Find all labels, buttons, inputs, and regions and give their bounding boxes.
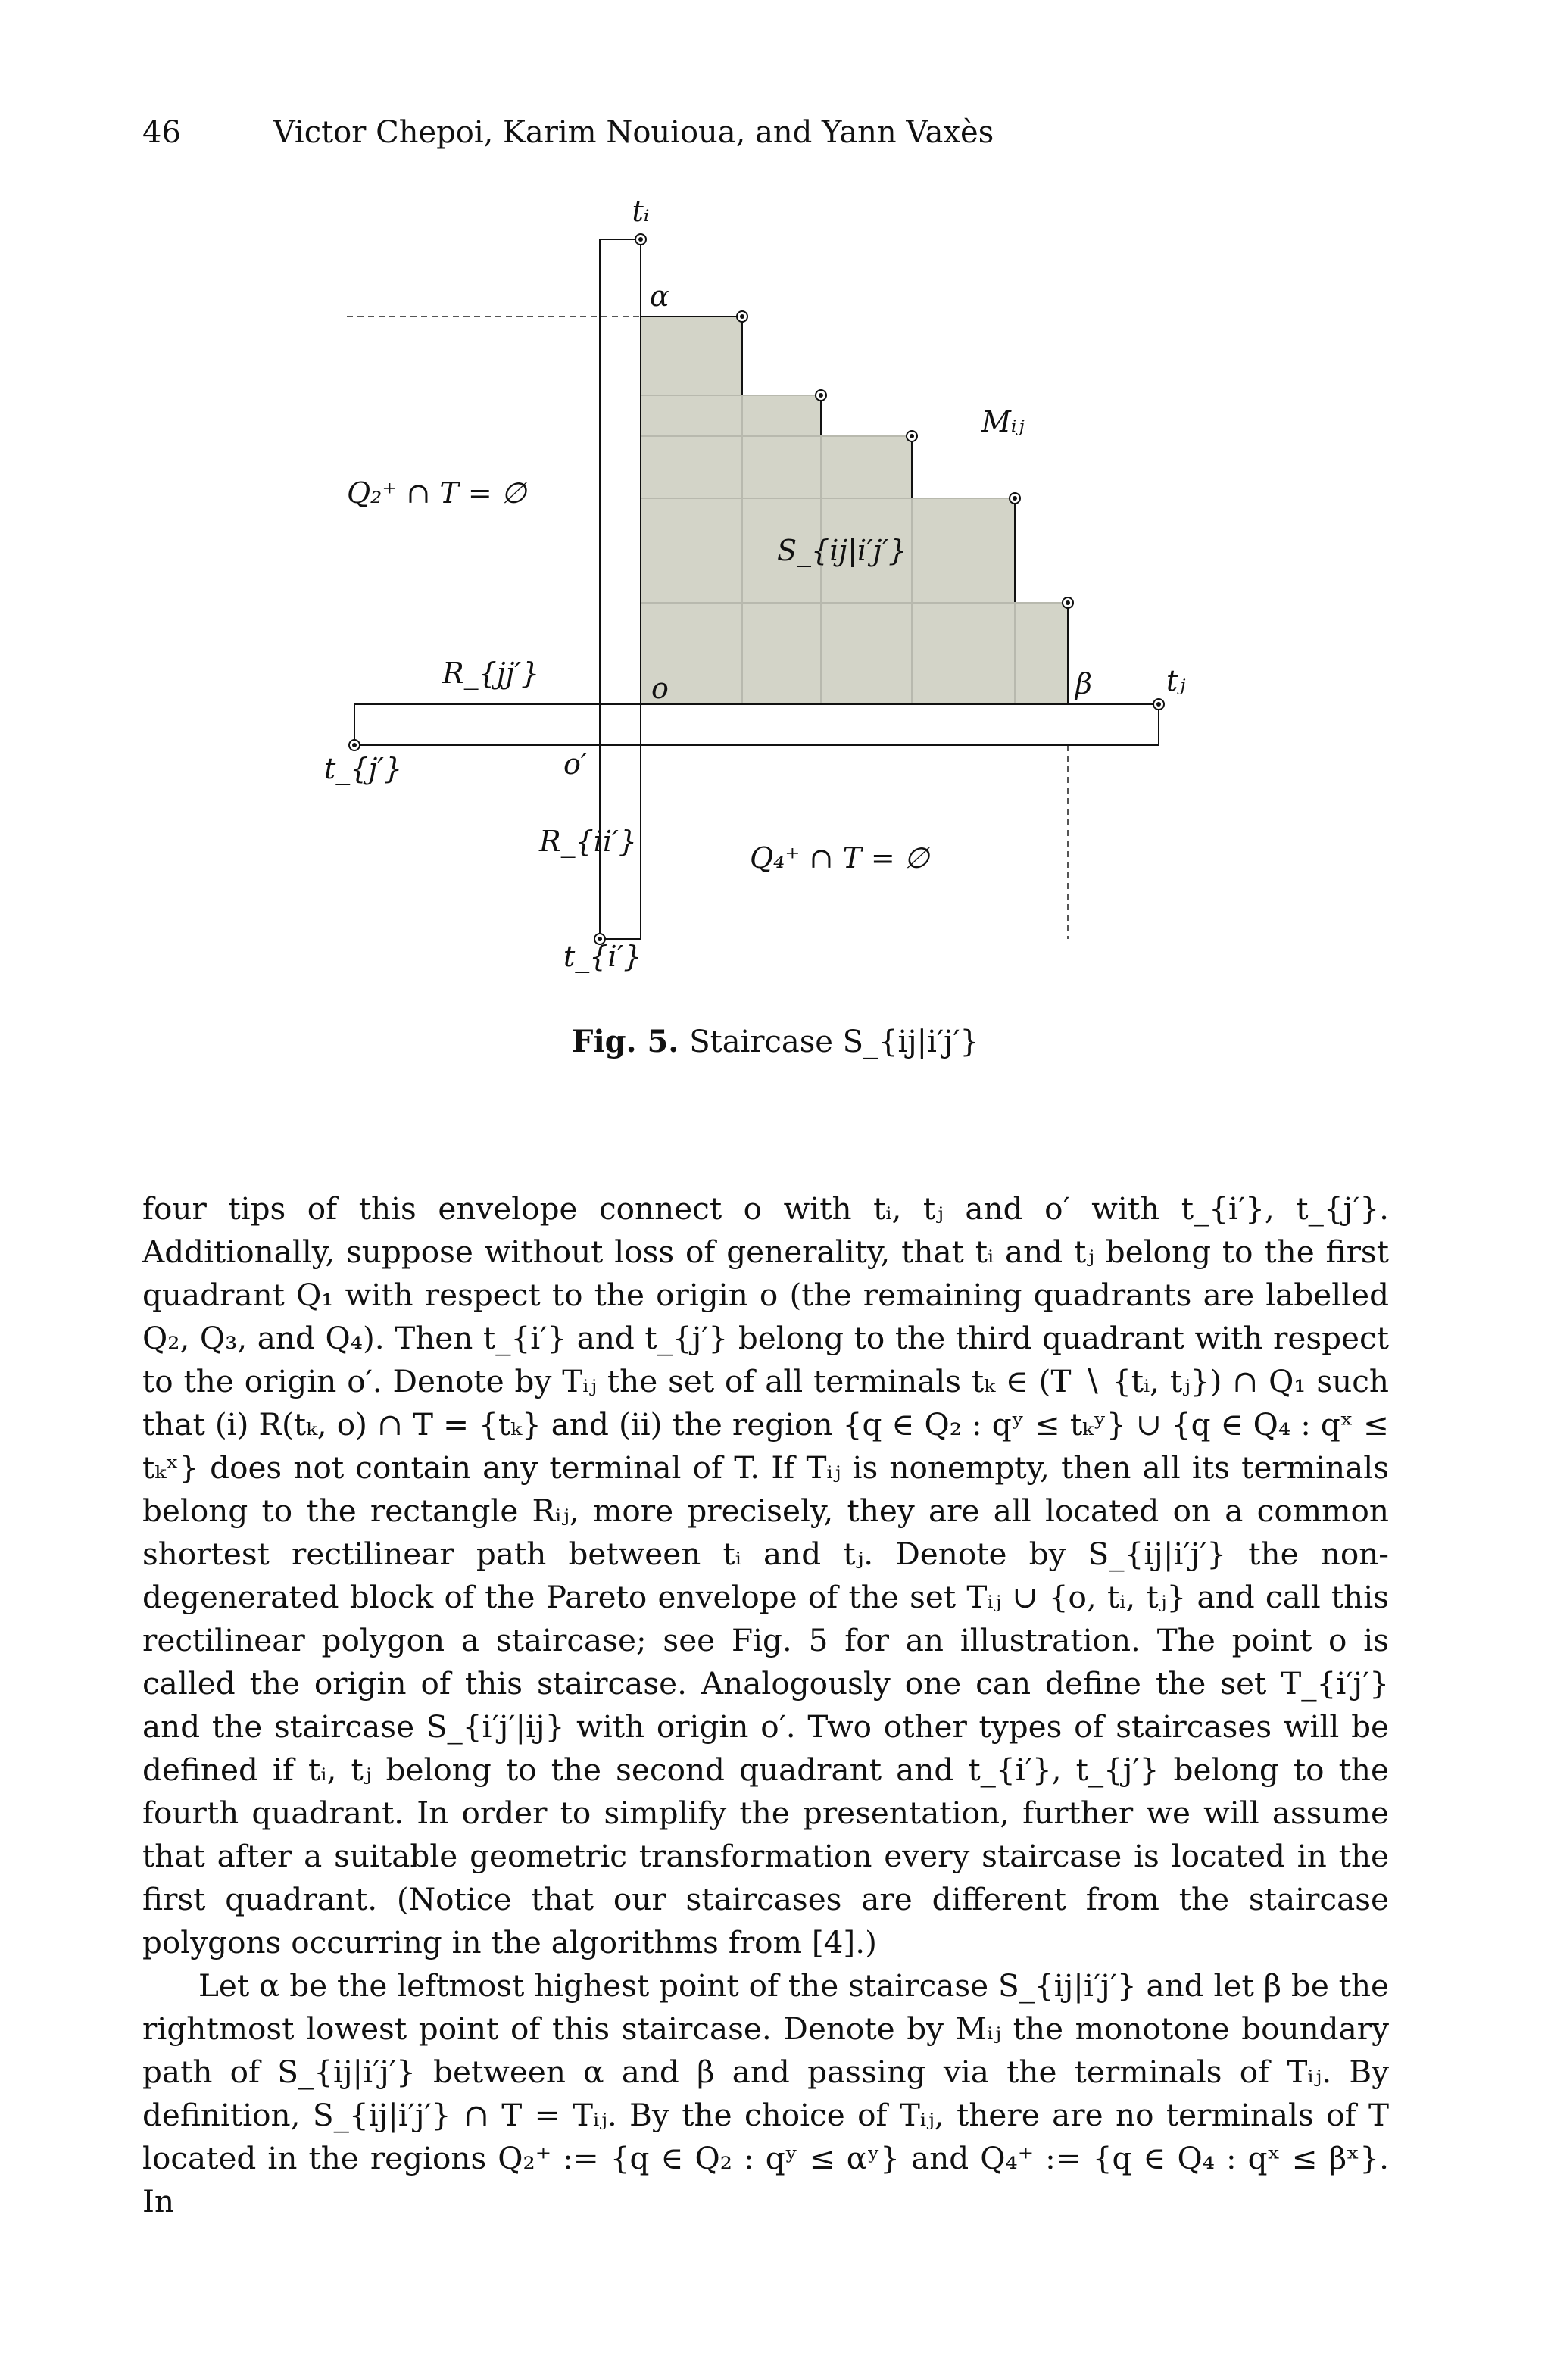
label-Rjj: R_{jj′} (442, 657, 540, 690)
terminal-4 (1010, 493, 1020, 504)
label-Sij: S_{ij|i′j′} (777, 534, 907, 567)
terminal-tjp (349, 740, 360, 750)
terminal-3 (907, 431, 917, 441)
figure-caption (0, 1024, 1551, 1059)
label-tj: tⱼ (1166, 664, 1186, 697)
label-Mij: Mᵢⱼ (981, 405, 1025, 438)
caption-label: Fig. 5. (572, 1024, 679, 1059)
label-Q4: Q₄⁺ ∩ T = ∅ (750, 841, 929, 875)
terminal-1 (737, 311, 747, 322)
label-Rii: R_{ii′} (539, 825, 637, 858)
label-tjp: t_{j′} (324, 752, 403, 785)
label-Q2: Q₂⁺ ∩ T = ∅ (347, 476, 526, 510)
terminal-2 (816, 390, 826, 401)
label-ti: tᵢ (632, 195, 650, 228)
staircase-figure (0, 0, 1551, 1075)
authors: Victor Chepoi, Karim Nouioua, and Yann Vaxès (273, 115, 994, 150)
page-number: 46 (142, 115, 181, 150)
label-tip: t_{i′} (563, 940, 642, 973)
paragraph-1: four tips of this envelope connect o with tᵢ, tⱼ and o′ with t_{i′}, t_{j′}. Additionally, suppose without loss of generality, that tᵢ and tⱼ belong to the first quadrant Q₁ with respect to the origin o (the remaining quadrants are labelled Q₂, Q₃, and Q₄). Then t_{i′} and t_{j′} belong to the third quadrant with respect to the origin o′. Denote by Tᵢⱼ the set of all terminals tₖ ∈ (T ∖ {tᵢ, tⱼ}) ∩ Q₁ such that (i) R(tₖ, o) ∩ T = {tₖ} and (ii) the region {q ∈ Q₂ : qʸ ≤ tₖʸ} ∪ {q ∈ Q₄ : qˣ ≤ tₖˣ} does not contain any terminal of T. If Tᵢⱼ is nonempty, then all its terminals belong to the rectangle Rᵢⱼ, more precisely, they are all located on a common shortest rectilinear path between tᵢ and tⱼ. Denote by S_{ij|i′j′} the non-degenerated block of the Pareto envelope of the set Tᵢⱼ ∪ {o, tᵢ, tⱼ} and call this rectilinear polygon a staircase; see Fig. 5 for an illustration. The point o is called the origin of this staircase. Analogously one can define the set T_{i′j′} and the staircase S_{i′j′|ij} with origin o′. Two other types of staircases will be defined if tᵢ, tⱼ belong to the second quadrant and t_{i′}, t_{j′} belong to the fourth quadrant. In order to simplify the presentation, further we will assume that after a suitable geometric transformation every staircase is located in the first quadrant. (Notice that our staircases are different from the staircase polygons occurring in the algorithms from [4].) (142, 1190, 1389, 1960)
terminal-5 (1063, 597, 1073, 608)
terminal-ti (635, 234, 646, 245)
staircase-region (641, 317, 1068, 704)
label-alpha: α (650, 279, 669, 313)
label-o: o (651, 672, 669, 705)
rectangle-Rjj (354, 704, 1159, 745)
paragraph-2: Let α be the leftmost highest point of the staircase S_{ij|i′j′} and let β be the rightmost lowest point of this staircase. Denote by Mᵢⱼ the monotone boundary path of S_{ij|i′j′} between α and β and passing via the terminals of Tᵢⱼ. By definition, S_{ij|i′j′} ∩ T = Tᵢⱼ. By the choice of Tᵢⱼ, there are no terminals of T located in the regions Q₂⁺ := {q ∈ Q₂ : qʸ ≤ αʸ} and Q₄⁺ := {q ∈ Q₄ : qˣ ≤ βˣ}. In (142, 1967, 1389, 2219)
caption-text: Staircase S_{ij|i′j′} (689, 1025, 979, 1059)
terminal-tj (1153, 699, 1164, 710)
body-text (142, 1187, 1389, 2223)
label-beta: β (1075, 667, 1092, 700)
label-op: o′ (563, 747, 588, 781)
